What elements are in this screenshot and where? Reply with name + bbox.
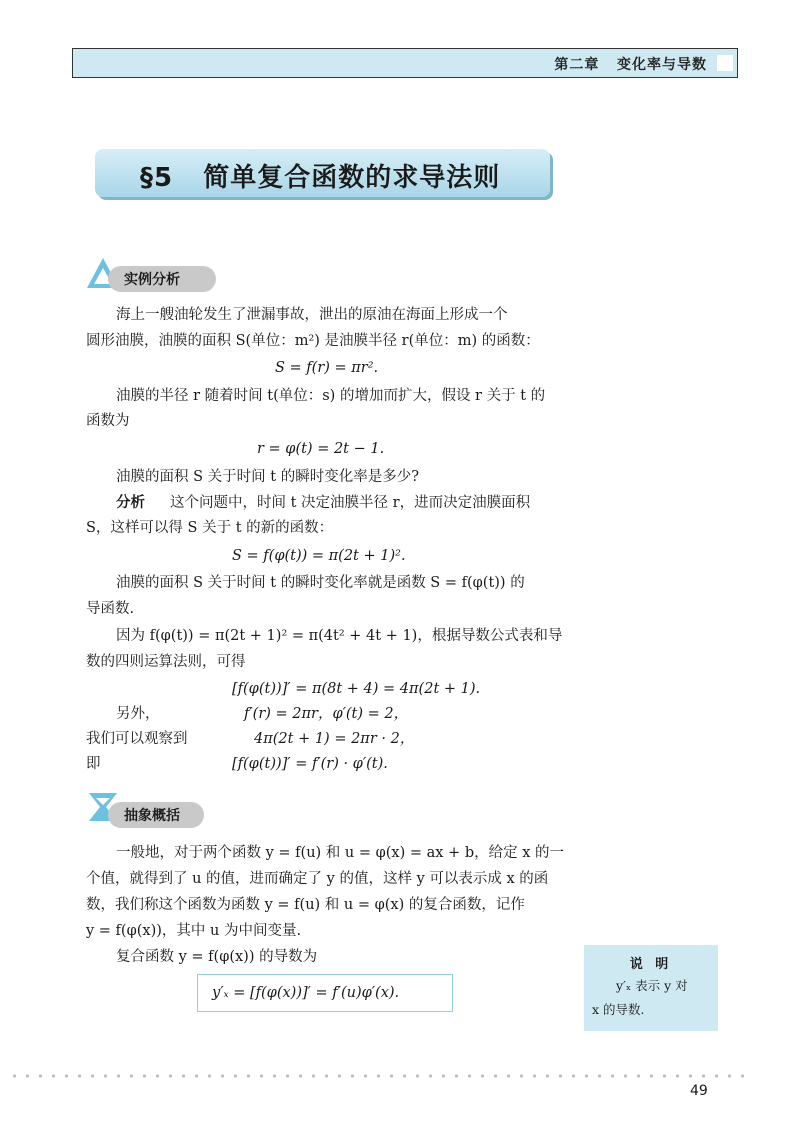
text-line: S，这样可以得 S 关于 t 的新的函数：	[86, 520, 334, 536]
text-line: 复合函数 y = f(φ(x)) 的导数为	[116, 949, 318, 965]
text-line: 函数为	[86, 413, 130, 429]
text-line: 个值，就得到了 u 的值，进而确定了 y 的值，这样 y 可以表示成 x 的函	[86, 871, 549, 887]
example-label-text: 实例分析	[124, 272, 180, 288]
text-line: y = f(φ(x))，其中 u 为中间变量.	[86, 923, 302, 939]
text-line: 即	[86, 756, 101, 772]
section-title	[140, 157, 500, 194]
side-note	[584, 945, 718, 1031]
equation-radius: r = φ(t) = 2t − 1.	[257, 441, 385, 457]
running-header-text	[554, 54, 707, 74]
text-line: 一般地，对于两个函数 y = f(u) 和 u = φ(x) = ax + b，给定 x 的一	[116, 845, 564, 861]
equation-area: S = f(r) = πr².	[275, 360, 379, 376]
text-line: 这个问题中，时间 t 决定油膜半径 r，进而决定油膜面积	[170, 495, 531, 511]
equation-chain: [f(φ(t))]′ = f′(r) · φ′(t).	[232, 756, 388, 772]
text-line: 导函数.	[86, 601, 135, 617]
section-title-banner	[95, 149, 550, 197]
equation-observe: 4π(2t + 1) = 2πr · 2，	[254, 731, 415, 747]
equation-composite: S = f(φ(t)) = π(2t + 1)².	[232, 548, 406, 564]
side-note-line: y′ₓ 表示 y 对	[616, 978, 688, 993]
page-number: 49	[690, 1083, 708, 1099]
text-line: 我们可以观察到	[86, 731, 188, 747]
side-note-line: x 的导数.	[592, 1002, 645, 1017]
header-square	[717, 55, 733, 71]
section-number: §5	[140, 163, 174, 193]
chapter-label: 第二章	[554, 57, 600, 73]
abstract-label	[86, 790, 206, 826]
example-label	[86, 256, 216, 292]
text-line: 另外，	[116, 706, 160, 722]
text-line: 数，我们称这个函数为函数 y = f(u) 和 u = φ(x) 的复合函数，记作	[86, 897, 525, 913]
section-title-text: 简单复合函数的求导法则	[203, 163, 501, 193]
running-header	[72, 48, 738, 78]
footer-dotted-rule	[8, 1074, 753, 1078]
equation-parts: f′(r) = 2πr，φ′(t) = 2，	[244, 706, 409, 722]
analysis-heading: 分析	[116, 495, 145, 511]
equation-derivative: [f(φ(t))]′ = π(8t + 4) = 4π(2t + 1).	[232, 681, 481, 697]
abstract-label-text: 抽象概括	[124, 808, 180, 824]
chain-rule-formula: y′ₓ = [f(φ(x))]′ = f′(u)φ′(x).	[212, 985, 400, 1001]
text-line: 圆形油膜，油膜的面积 S(单位：m²) 是油膜半径 r(单位：m) 的函数：	[86, 333, 540, 349]
side-note-title: 说 明	[629, 957, 673, 972]
text-line: 数的四则运算法则，可得	[86, 654, 246, 670]
text-line: 油膜的半径 r 随着时间 t(单位：s) 的增加而扩大，假设 r 关于 t 的	[116, 388, 546, 404]
text-line: 因为 f(φ(t)) = π(2t + 1)² = π(4t² + 4t + 1)，根据导数公式表和导	[116, 628, 563, 644]
text-line: 海上一艘油轮发生了泄漏事故，泄出的原油在海面上形成一个	[116, 307, 508, 323]
text-line: 油膜的面积 S 关于时间 t 的瞬时变化率是多少?	[116, 469, 419, 485]
formula-box	[197, 974, 453, 1012]
text-line: 油膜的面积 S 关于时间 t 的瞬时变化率就是函数 S = f(φ(t)) 的	[116, 575, 525, 591]
chapter-topic: 变化率与导数	[617, 57, 707, 73]
